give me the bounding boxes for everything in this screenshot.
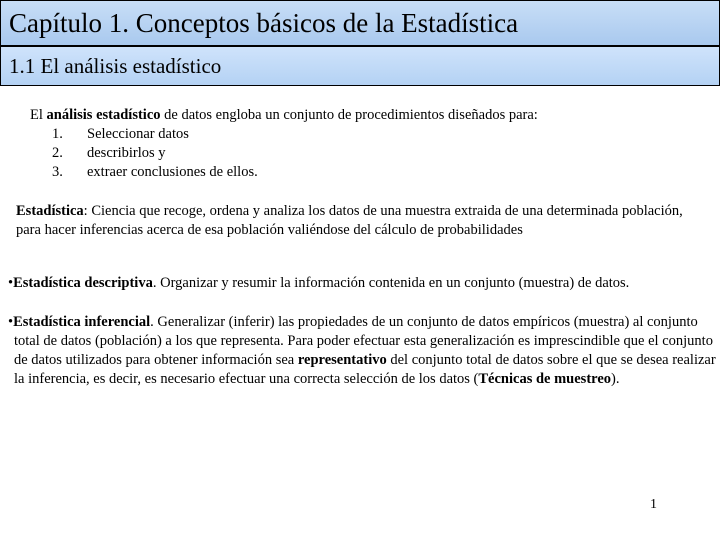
definition-text: : Ciencia que recoge, ordena y analiza los datos de una muestra extraida de una determinada población, para hacer inferencias acerca de esa población valiéndose del cálculo de probabilidades <box>16 203 683 238</box>
intro-prefix: El <box>30 107 47 123</box>
bullet-icon: • <box>8 275 14 291</box>
intro-paragraph <box>30 106 690 125</box>
subtitle-bar <box>0 46 720 86</box>
list-item-number: 1. <box>52 126 63 142</box>
bullet-icon: • <box>8 314 14 330</box>
inferential-text-3: ). <box>611 371 620 387</box>
intro-bold-term: análisis estadístico <box>46 107 161 123</box>
descriptive-text: . Organizar y resumir la información contenida en un conjunto (muestra) de datos. <box>152 275 630 291</box>
list-item-text: describirlos y <box>87 145 166 161</box>
list-item-text: extraer conclusiones de ellos. <box>87 164 258 180</box>
muestreo-term: Técnicas de muestreo <box>478 371 612 387</box>
list-item-number: 3. <box>52 164 63 180</box>
definition-paragraph <box>16 202 706 240</box>
definition-term: Estadística <box>16 203 84 219</box>
descriptive-term: Estadística descriptiva <box>13 275 153 291</box>
inferential-text-2: del conjunto total de datos sobre el que se desea realizar la inferencia, es decir, es necesario efectuar una correcta selección de los datos ( <box>14 352 716 387</box>
title-bar <box>0 0 720 46</box>
page-number: 1 <box>650 497 657 512</box>
representativo-term: representativo <box>297 352 387 368</box>
inferential-paragraph <box>8 313 720 389</box>
descriptive-paragraph <box>8 274 720 293</box>
list-item-text: Seleccionar datos <box>87 126 189 142</box>
section-subtitle: 1.1 El análisis estadístico <box>9 54 222 78</box>
inferential-text-1: . Generalizar (inferir) las propiedades de un conjunto de datos empíricos (muestra) al conjunto total de datos (población) a los que representa. Para poder efectuar esta generalización es imprescindible que el conjunto de datos utilizados para obtener información sea <box>14 314 713 368</box>
inferential-term: Estadística inferencial <box>13 314 151 330</box>
intro-suffix: de datos engloba un conjunto de procedimientos diseñados para: <box>160 107 538 123</box>
page-title: Capítulo 1. Conceptos básicos de la Estadística <box>9 8 519 38</box>
list-item-number: 2. <box>52 145 63 161</box>
